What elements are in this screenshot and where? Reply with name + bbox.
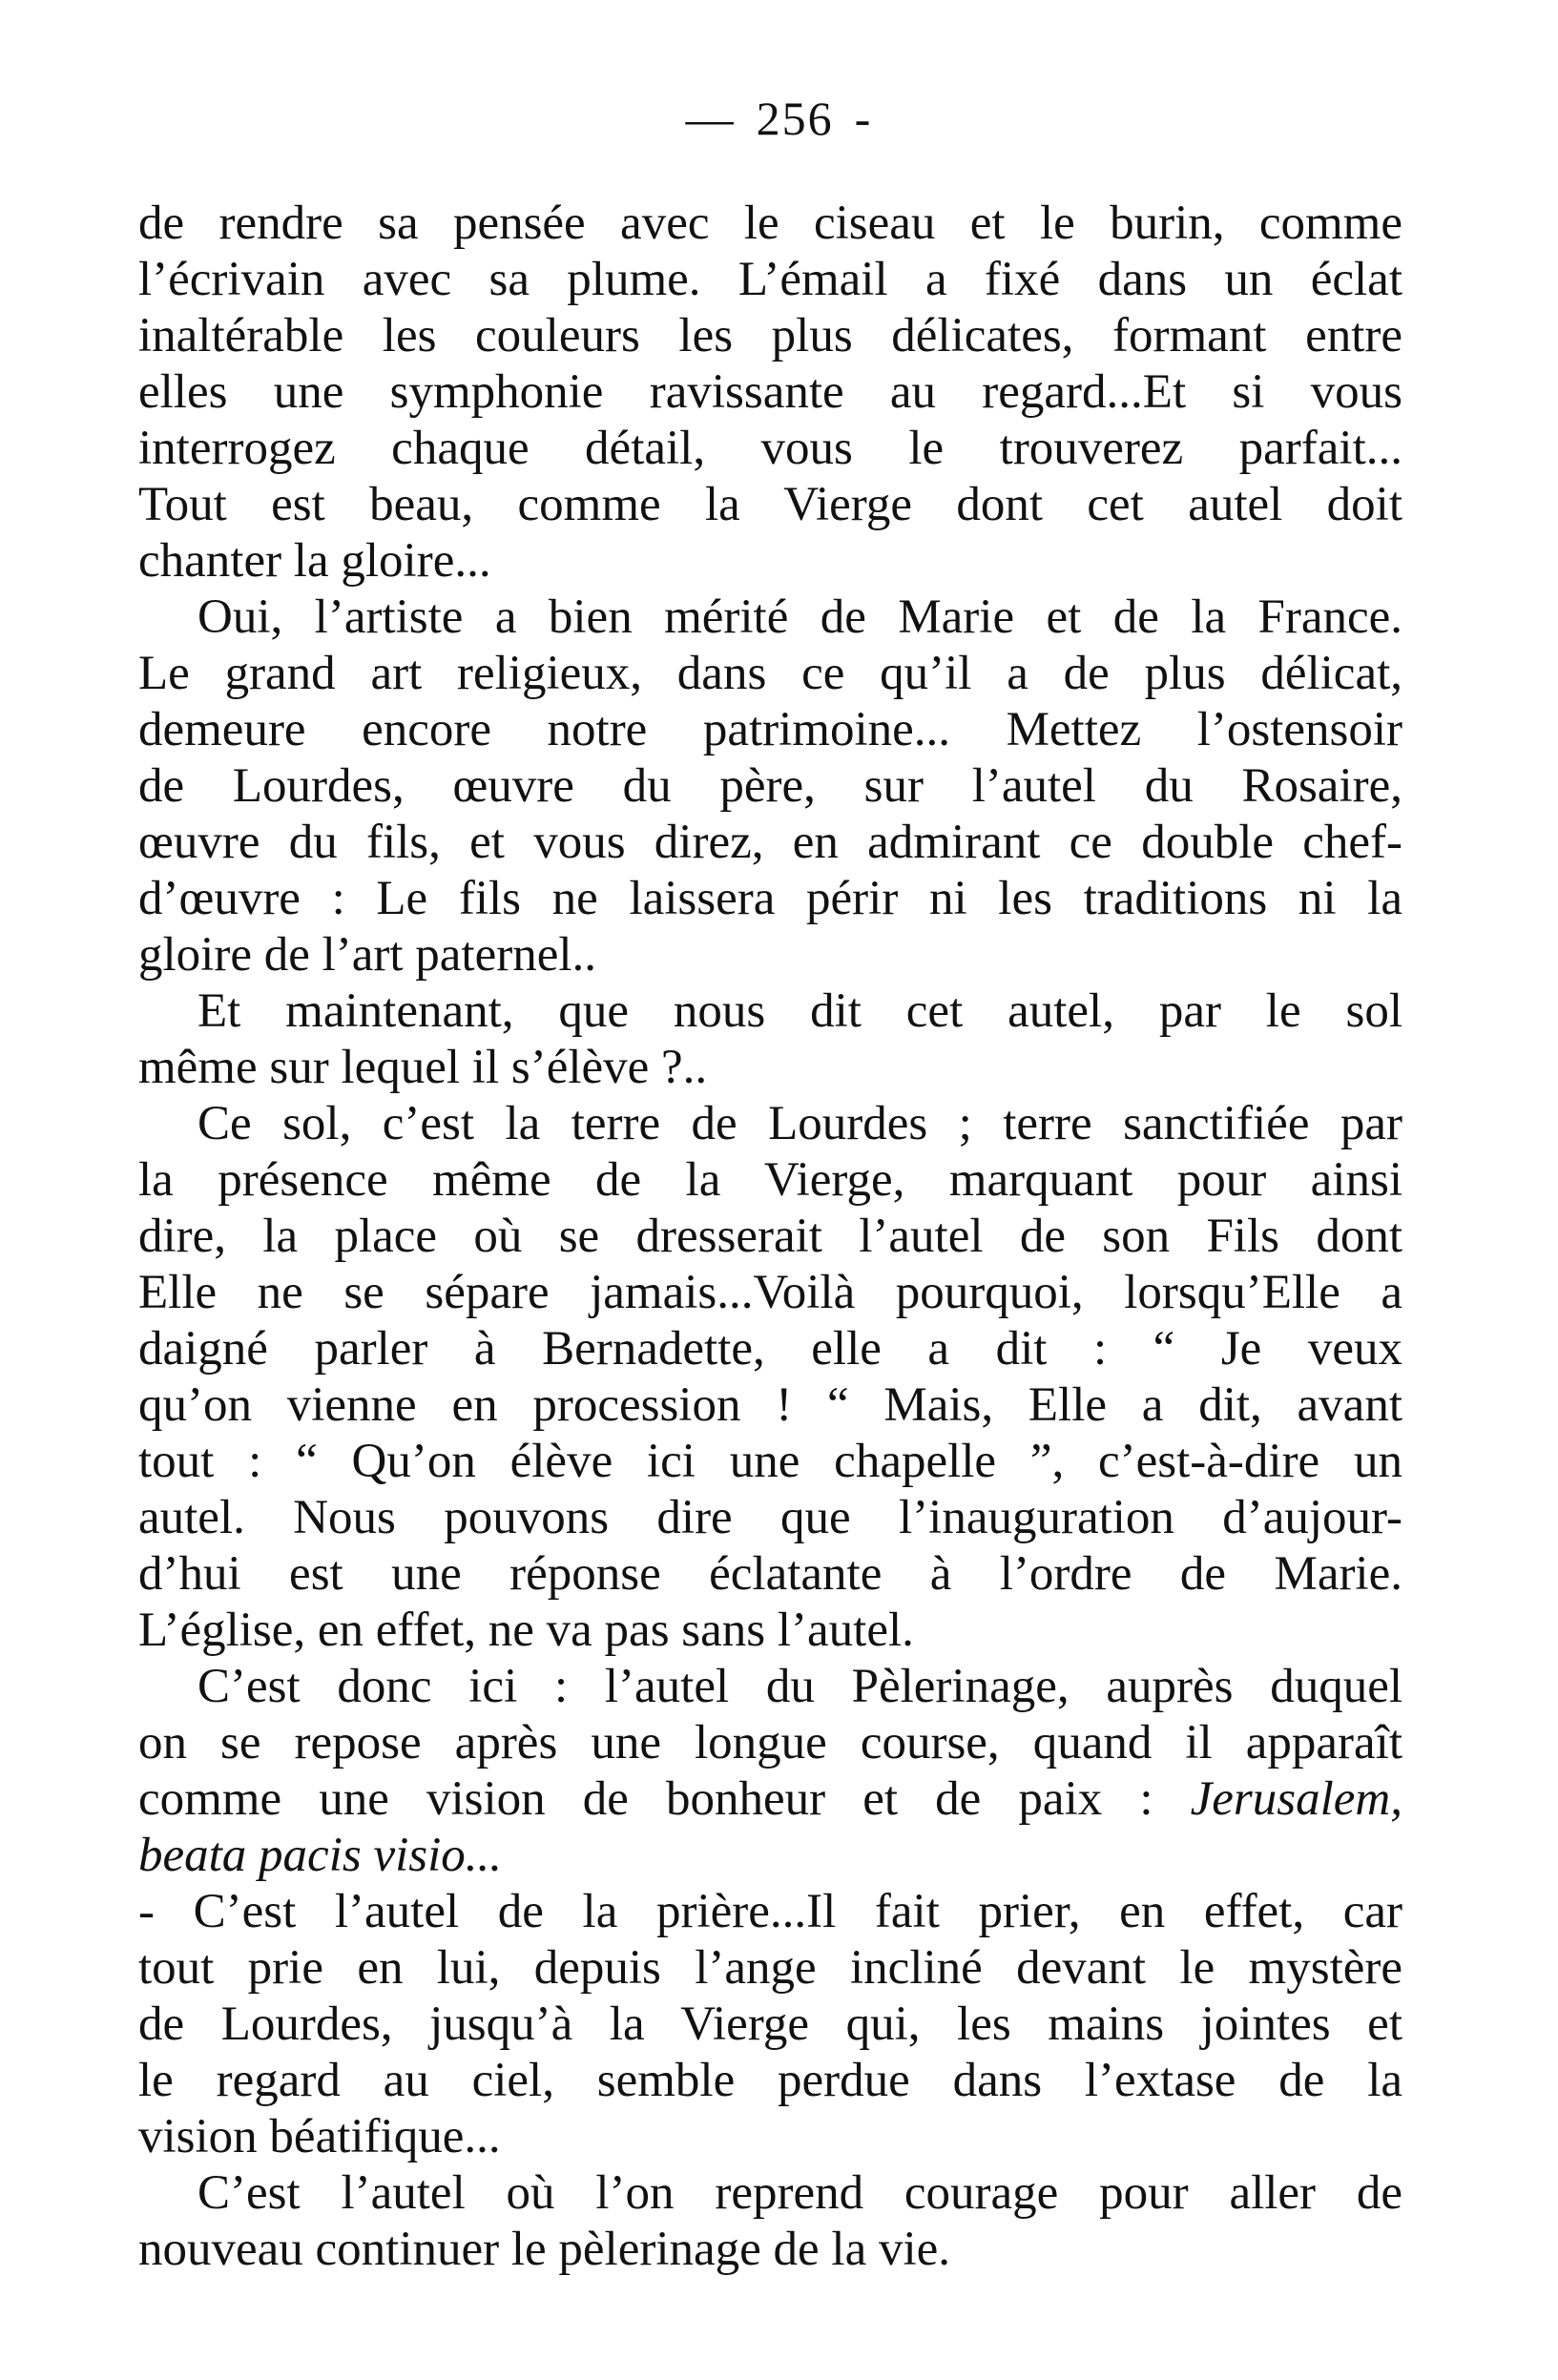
italic-fragment: Jerusalem, xyxy=(1190,1772,1403,1826)
text-line: tout : “ Qu’on élève ici une chapelle ”, c’est-à-dire un xyxy=(138,1435,1402,1488)
text-line: même sur lequel il s’élève ?.. xyxy=(138,1041,708,1094)
text-line: vision béatifique... xyxy=(138,2110,501,2163)
text-line: d’œuvre : Le fils ne laissera périr ni les traditions ni la xyxy=(138,872,1402,925)
text-line: - C’est l’autel de la prière...Il fait prier, en effet, car xyxy=(138,1885,1402,1938)
text-line: Ce sol, c’est la terre de Lourdes ; terre sanctifiée par xyxy=(197,1097,1402,1150)
page-number-value: 256 xyxy=(756,92,834,145)
text-line: Le grand art religieux, dans ce qu’il a de plus délicat, xyxy=(138,647,1402,700)
text-line: d’hui est une réponse éclatante à l’ordre de Marie. xyxy=(138,1547,1402,1601)
page-number-dash-left: — xyxy=(685,92,736,145)
body-text xyxy=(138,196,1402,2278)
text-line: autel. Nous pouvons dire que l’inauguration d’aujour- xyxy=(138,1491,1402,1544)
text-line: l’écrivain avec sa plume. L’émail a fixé dans un éclat xyxy=(138,253,1402,306)
text-fragment: comme une vision de bonheur et de paix : xyxy=(138,1772,1153,1826)
text-line: interrogez chaque détail, vous le trouverez parfait... xyxy=(138,422,1402,475)
text-line: de rendre sa pensée avec le ciseau et le burin, comme xyxy=(138,197,1402,250)
text-line: tout prie en lui, depuis l’ange incliné devant le mystère xyxy=(138,1941,1402,1995)
text-line: chanter la gloire... xyxy=(138,534,491,588)
page-number-dash-right: - xyxy=(854,92,873,145)
text-line: œuvre du fils, et vous direz, en admirant ce double chef- xyxy=(138,816,1402,869)
text-line: la présence même de la Vierge, marquant pour ainsi xyxy=(138,1153,1402,1207)
text-line: qu’on vienne en procession ! “ Mais, Elle a dit, avant xyxy=(138,1378,1402,1432)
page-number xyxy=(0,91,1558,146)
text-line: daigné parler à Bernadette, elle a dit : “ Je veux xyxy=(138,1322,1402,1376)
text-line: Oui, l’artiste a bien mérité de Marie et de la France. xyxy=(197,590,1402,644)
text-line: L’église, en effet, ne va pas sans l’autel. xyxy=(138,1604,914,1657)
text-line: nouveau continuer le pèlerinage de la vie. xyxy=(138,2223,951,2276)
text-line: inaltérable les couleurs les plus délicates, formant entre xyxy=(138,309,1402,362)
text-line xyxy=(138,1771,1402,1828)
text-line: de Lourdes, œuvre du père, sur l’autel du Rosaire, xyxy=(138,759,1402,813)
text-line: Elle ne se sépare jamais...Voilà pourquoi, lorsqu’Elle a xyxy=(138,1266,1402,1319)
text-line: C’est donc ici : l’autel du Pèlerinage, auprès duquel xyxy=(197,1660,1402,1713)
text-line: de Lourdes, jusqu’à la Vierge qui, les mains jointes et xyxy=(138,1997,1402,2051)
text-line: dire, la place où se dresserait l’autel de son Fils dont xyxy=(138,1210,1402,1263)
text-line: Et maintenant, que nous dit cet autel, par le sol xyxy=(197,984,1402,1038)
text-line: C’est l’autel où l’on reprend courage pour aller de xyxy=(197,2166,1402,2220)
text-line: demeure encore notre patrimoine... Mettez l’ostensoir xyxy=(138,703,1402,756)
text-line: gloire de l’art paternel.. xyxy=(138,928,597,982)
text-line: Tout est beau, comme la Vierge dont cet autel doit xyxy=(138,478,1402,531)
text-line xyxy=(138,1828,1402,1884)
text-line: le regard au ciel, semble perdue dans l’extase de la xyxy=(138,2054,1402,2107)
text-line: on se repose après une longue course, quand il apparaît xyxy=(138,1716,1402,1769)
text-line: elles une symphonie ravissante au regard...Et si vous xyxy=(138,365,1402,419)
italic-fragment: beata pacis visio... xyxy=(138,1829,503,1882)
